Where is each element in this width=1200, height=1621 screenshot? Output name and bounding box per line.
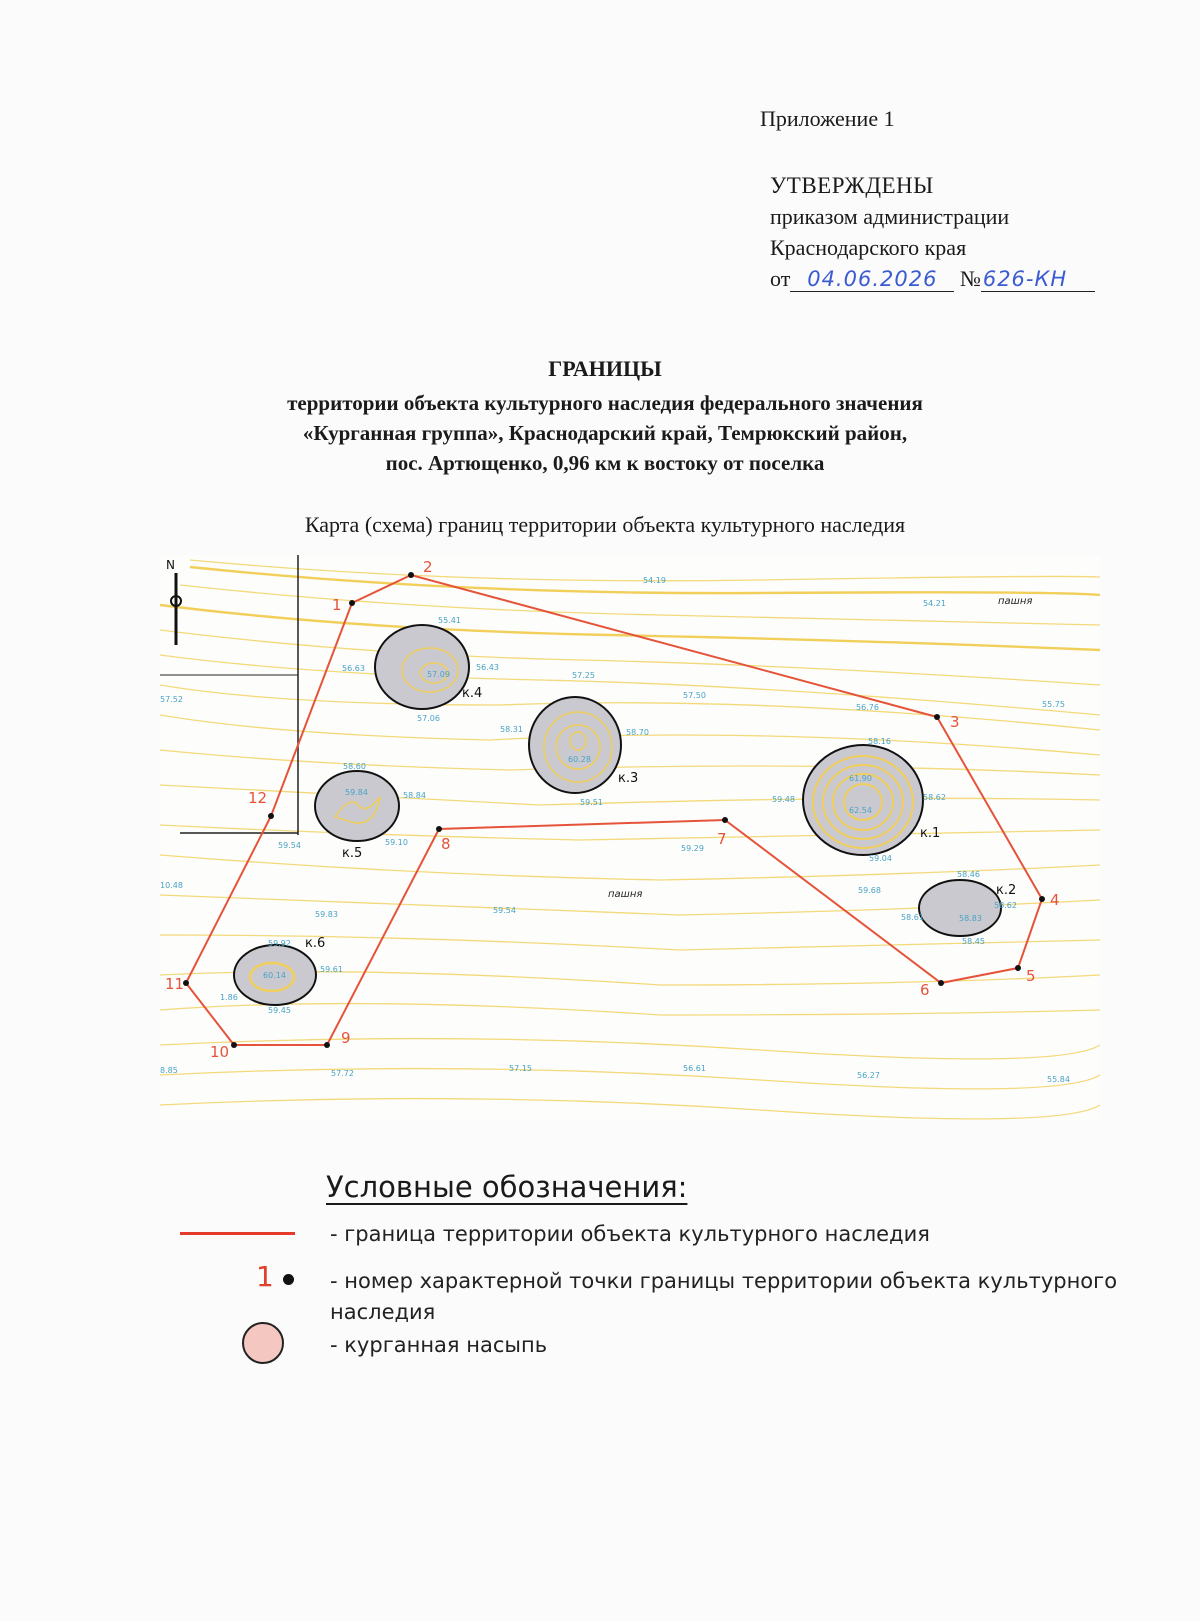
mound-k2 [919,880,1001,936]
handwritten-number: 626-КН [981,267,1095,292]
legend-mound-text: - курганная насыпь [330,1333,548,1357]
elevation-label: 59.45 [268,1006,291,1015]
mound-k1 [803,745,923,855]
elevation-label: 55.75 [1042,700,1065,709]
legend-point-text: - номер характерной точки границы территории объекта культурного наследия [330,1269,1118,1324]
approval-block [770,170,1095,294]
boundary-point-label: 1 [332,596,342,614]
number-sign: № [959,266,981,291]
elevation-label: 60.14 [263,971,286,980]
elevation-label: 57.25 [572,671,595,680]
elevation-label: 59.51 [580,798,603,807]
elevation-label: 62.54 [849,806,872,815]
subtitle-line1: территории объекта культурного наследия федерального значения [287,391,923,415]
mound-label: к.5 [342,846,363,861]
elevation-label: 57.52 [160,695,183,704]
elevation-label: 10.48 [160,881,183,890]
elevation-label: 54.19 [643,576,666,585]
legend-title: Условные обозначения: [326,1170,688,1204]
mound-label: к.6 [305,936,326,951]
elevation-label: 58.61 [901,913,924,922]
elevation-label: 58.83 [959,914,982,923]
elevation-label: 57.09 [427,670,450,679]
elevation-label: 56.61 [683,1064,706,1073]
elevation-label: 58.46 [957,870,980,879]
document-title: ГРАНИЦЫ [548,356,662,381]
elevation-label: 59.83 [315,910,338,919]
order-line [770,263,1095,294]
map-background [160,555,1100,1120]
handwritten-date: 04.06.2026 [790,267,954,292]
legend-mound-swatch [242,1322,284,1364]
legend-boundary-text: - граница территории объекта культурного наследия [330,1222,930,1246]
elevation-label: 59.68 [858,886,881,895]
mound-k5 [315,771,399,841]
boundary-point-label: 11 [165,975,185,993]
mound-label: к.1 [920,826,941,841]
north-label: N [166,558,175,572]
elevation-label: 8.85 [160,1066,178,1075]
elevation-label: 58.60 [343,762,366,771]
boundary-point-label: 7 [717,830,727,848]
subtitle-line2: «Курганная группа», Краснодарский край, Темрюкский район, [302,421,908,445]
elevation-label: 61.90 [849,774,872,783]
document-subtitle [150,388,1060,478]
elevation-label: 54.21 [923,599,946,608]
elevation-label: 59.29 [681,844,704,853]
elevation-label: 58.62 [923,793,946,802]
elevation-label: 55.84 [1047,1075,1070,1084]
elevation-label: 59.10 [385,838,408,847]
subtitle-line3: пос. Артющенко, 0,96 км к востоку от поселка [385,451,825,475]
elevation-label: 60.28 [568,755,591,764]
boundary-map [160,555,1100,1120]
boundary-point-label: 9 [341,1029,351,1047]
date-prefix: от [770,266,791,291]
field-label: пашня [608,889,643,900]
boundary-point-label: 3 [950,713,960,731]
approved-by-line2: Краснодарского края [770,235,967,260]
elevation-label: 59.61 [320,965,343,974]
mound-label: к.3 [618,771,639,786]
elevation-label: 56.76 [856,703,879,712]
boundary-point-label: 8 [441,835,451,853]
elevation-label: 58.62 [994,901,1017,910]
mound-k4 [375,625,469,709]
boundary-point-label: 12 [248,789,268,807]
mound-label: к.2 [996,883,1017,898]
approved-by-line1: приказом администрации [770,204,1010,229]
mound-label: к.4 [462,686,483,701]
elevation-label: 58.16 [868,737,891,746]
boundary-point-label: 2 [423,558,433,576]
field-label: пашня [998,596,1033,607]
elevation-label: 59.54 [278,841,301,850]
mound-k3 [529,697,621,793]
boundary-point-label: 5 [1026,967,1036,985]
elevation-label: 57.15 [509,1064,532,1073]
legend-boundary-swatch [180,1232,295,1235]
elevation-label: 59.84 [345,788,368,797]
elevation-label: 58.31 [500,725,523,734]
elevation-label: 59.92 [268,939,291,948]
elevation-label: 59.54 [493,906,516,915]
elevation-label: 59.48 [772,795,795,804]
elevation-label: 58.84 [403,791,426,800]
legend-point-dot [283,1274,294,1285]
elevation-label: 58.70 [626,728,649,737]
elevation-label: 58.45 [962,937,985,946]
boundary-point-label: 10 [210,1043,230,1061]
elevation-label: 56.43 [476,663,499,672]
map-caption: Карта (схема) границ территории объекта культурного наследия [304,512,906,537]
elevation-label: 57.06 [417,714,440,723]
elevation-label: 1.86 [220,993,238,1002]
elevation-label: 59.04 [869,854,892,863]
elevation-label: 55.41 [438,616,461,625]
boundary-point-label: 6 [920,981,930,999]
approved-title: УТВЕРЖДЕНЫ [770,173,934,198]
elevation-label: 57.72 [331,1069,354,1078]
elevation-label: 56.27 [857,1071,880,1080]
boundary-point-label: 4 [1050,891,1060,909]
appendix-label: Приложение 1 [760,106,895,131]
elevation-label: 56.63 [342,664,365,673]
elevation-label: 57.50 [683,691,706,700]
legend-point-number: 1 [256,1260,274,1293]
